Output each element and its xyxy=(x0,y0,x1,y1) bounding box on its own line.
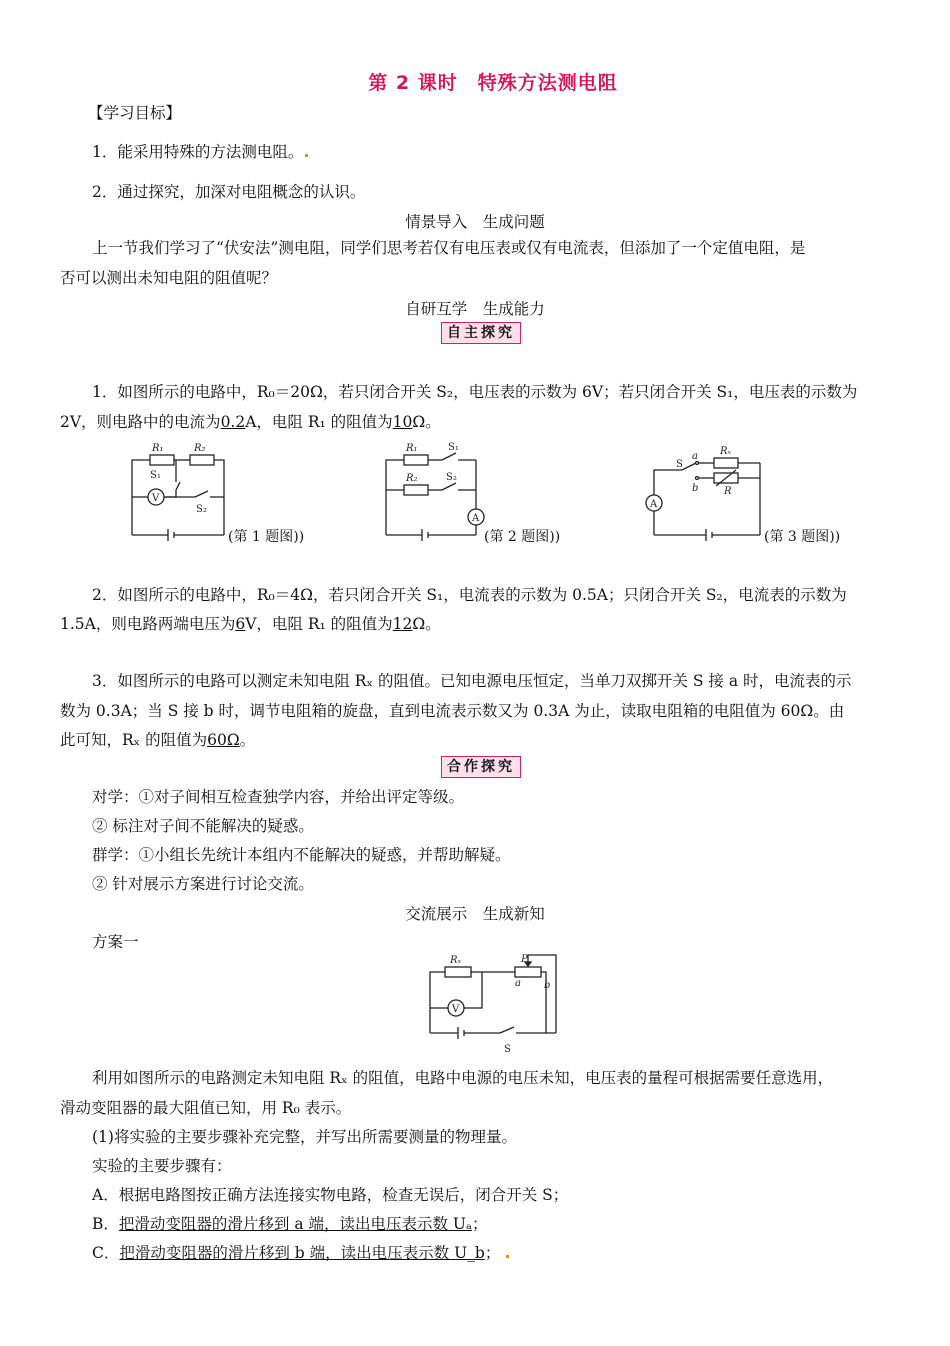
label-R: R xyxy=(724,486,732,497)
intro-line-1: 上一节我们学习了“伏安法”测电阻，同学们思考若仅有电压表或仅有电流表，但添加了一个定值电阻，是 xyxy=(92,239,806,257)
q3-answer: 60Ω xyxy=(207,731,240,749)
figure-1-caption: (第 1 题图)) xyxy=(228,529,305,545)
self-study-badge: 自主探究 xyxy=(441,322,521,344)
label-S: S xyxy=(676,459,683,470)
label-S2: S₂ xyxy=(446,472,457,483)
step-b: B．把滑动变阻器的滑片移到 a 端，读出电压表示数 Uₐ； xyxy=(92,1215,488,1233)
plan-circuit xyxy=(420,950,570,1060)
plan-paragraph-line-2: 滑动变阻器的最大阻值已知，用 R₀ 表示。 xyxy=(60,1099,352,1117)
figure-3-circuit xyxy=(636,440,856,555)
label-R2: R₂ xyxy=(406,473,418,484)
q3-line-2: 数为 0.3A；当 S 接 b 时，调节电阻箱的旋盘，直到电流表示数又为 0.3A 为止，读取电阻箱的电阻值为 60Ω。由 xyxy=(60,702,845,720)
q1-line-1: 1．如图所示的电路中，R₀＝20Ω，若只闭合开关 S₂，电压表的示数为 6V；若只闭合开关 S₁，电压表的示数为 xyxy=(92,383,858,401)
label-Rx: Rₓ xyxy=(720,446,732,457)
label-S1: S₁ xyxy=(150,470,161,481)
label-V: V xyxy=(152,493,160,504)
label-S2: S₂ xyxy=(196,504,207,515)
label-b: b xyxy=(544,980,551,991)
coop-line-4: ② 针对展示方案进行讨论交流。 xyxy=(92,875,314,893)
label-a: a xyxy=(515,978,521,989)
plan-label: 方案一 xyxy=(92,933,139,951)
coop-badge: 合作探究 xyxy=(441,756,521,778)
label-V: V xyxy=(452,1004,460,1015)
plan-paragraph-line-1: 利用如图所示的电路测定未知电阻 Rₓ 的阻值，电路中电源的电压未知，电压表的量程可根据需要任意选用， xyxy=(92,1069,834,1087)
q3-line-1: 3．如图所示的电路可以测定未知电阻 Rₓ 的阻值。已知电源电压恒定，当单刀双掷开关 S 接 a 时，电流表的示 xyxy=(92,672,852,690)
coop-line-3: 群学：①小组长先统计本组内不能解决的疑惑，并帮助解疑。 xyxy=(92,846,511,864)
coop-line-2: ② 标注对子间不能解决的疑惑。 xyxy=(92,817,314,835)
q3-line-3: 此可知，Rₓ 的阻值为60Ω。 xyxy=(60,731,256,749)
label-S1: S₁ xyxy=(448,442,459,453)
label-Rx: Rₓ xyxy=(450,955,462,966)
step-c-answer: 把滑动变阻器的滑片移到 b 端，读出电压表示数 U_b xyxy=(119,1244,485,1262)
label-a: a xyxy=(692,451,698,462)
intro-line-2: 否可以测出未知电阻的阻值呢？ xyxy=(60,269,278,287)
step-b-answer: 把滑动变阻器的滑片移到 a 端，读出电压表示数 Uₐ xyxy=(118,1215,472,1233)
q2-answer-resistance: 12 xyxy=(392,615,413,633)
q2-line-2: 1.5A，则电路两端电压为6V，电阻 R₁ 的阻值为12Ω。 xyxy=(60,615,441,633)
objectives-heading: 【学习目标】 xyxy=(88,104,182,122)
label-A: A xyxy=(650,499,658,510)
step-intro: (1)将实验的主要步骤补充完整，并写出所需要测量的物理量。 xyxy=(92,1128,517,1146)
q1-line-2: 2V，则电路中的电流为0.2A，电阻 R₁ 的阻值为10Ω。 xyxy=(60,413,441,431)
label-S: S xyxy=(504,1044,511,1055)
objective-2: 2．通过探究，加深对电阻概念的认识。 xyxy=(92,183,366,201)
q1-answer-current: 0.2 xyxy=(220,413,246,431)
page-title: 第 2 课时 特殊方法测电阻 xyxy=(368,72,618,94)
figure-3-caption: (第 3 题图)) xyxy=(764,529,841,545)
figure-1-circuit xyxy=(120,440,330,555)
figure-2-circuit xyxy=(378,440,588,555)
label-P: P xyxy=(521,954,528,965)
label-b: b xyxy=(692,483,699,494)
label-R2: R₂ xyxy=(194,443,206,454)
coop-line-1: 对学：①对子间相互检查独学内容，并给出评定等级。 xyxy=(92,788,465,806)
figure-2-caption: (第 2 题图)) xyxy=(484,529,561,545)
step-a: A．根据电路图按正确方法连接实物电路，检查无误后，闭合开关 S； xyxy=(92,1186,569,1204)
label-R1: R₁ xyxy=(406,443,418,454)
q1-answer-resistance: 10 xyxy=(392,413,413,431)
step-c: C．把滑动变阻器的滑片移到 b 端，读出电压表示数 U_b； xyxy=(92,1243,511,1263)
intro-heading: 情景导入 生成问题 xyxy=(405,213,545,231)
steps-heading: 实验的主要步骤有： xyxy=(92,1157,232,1175)
q2-answer-voltage: 6 xyxy=(235,615,246,633)
q2-line-1: 2．如图所示的电路中，R₀＝4Ω，若只闭合开关 S₁，电流表的示数为 0.5A；只闭合开关 S₂，电流表的示数为 xyxy=(92,586,847,604)
objective-1: 1．能采用特殊的方法测电阻。 xyxy=(92,142,310,162)
label-R1: R₁ xyxy=(152,443,164,454)
label-A: A xyxy=(472,513,480,524)
self-study-heading: 自研互学 生成能力 xyxy=(405,300,545,318)
show-heading: 交流展示 生成新知 xyxy=(405,905,545,923)
